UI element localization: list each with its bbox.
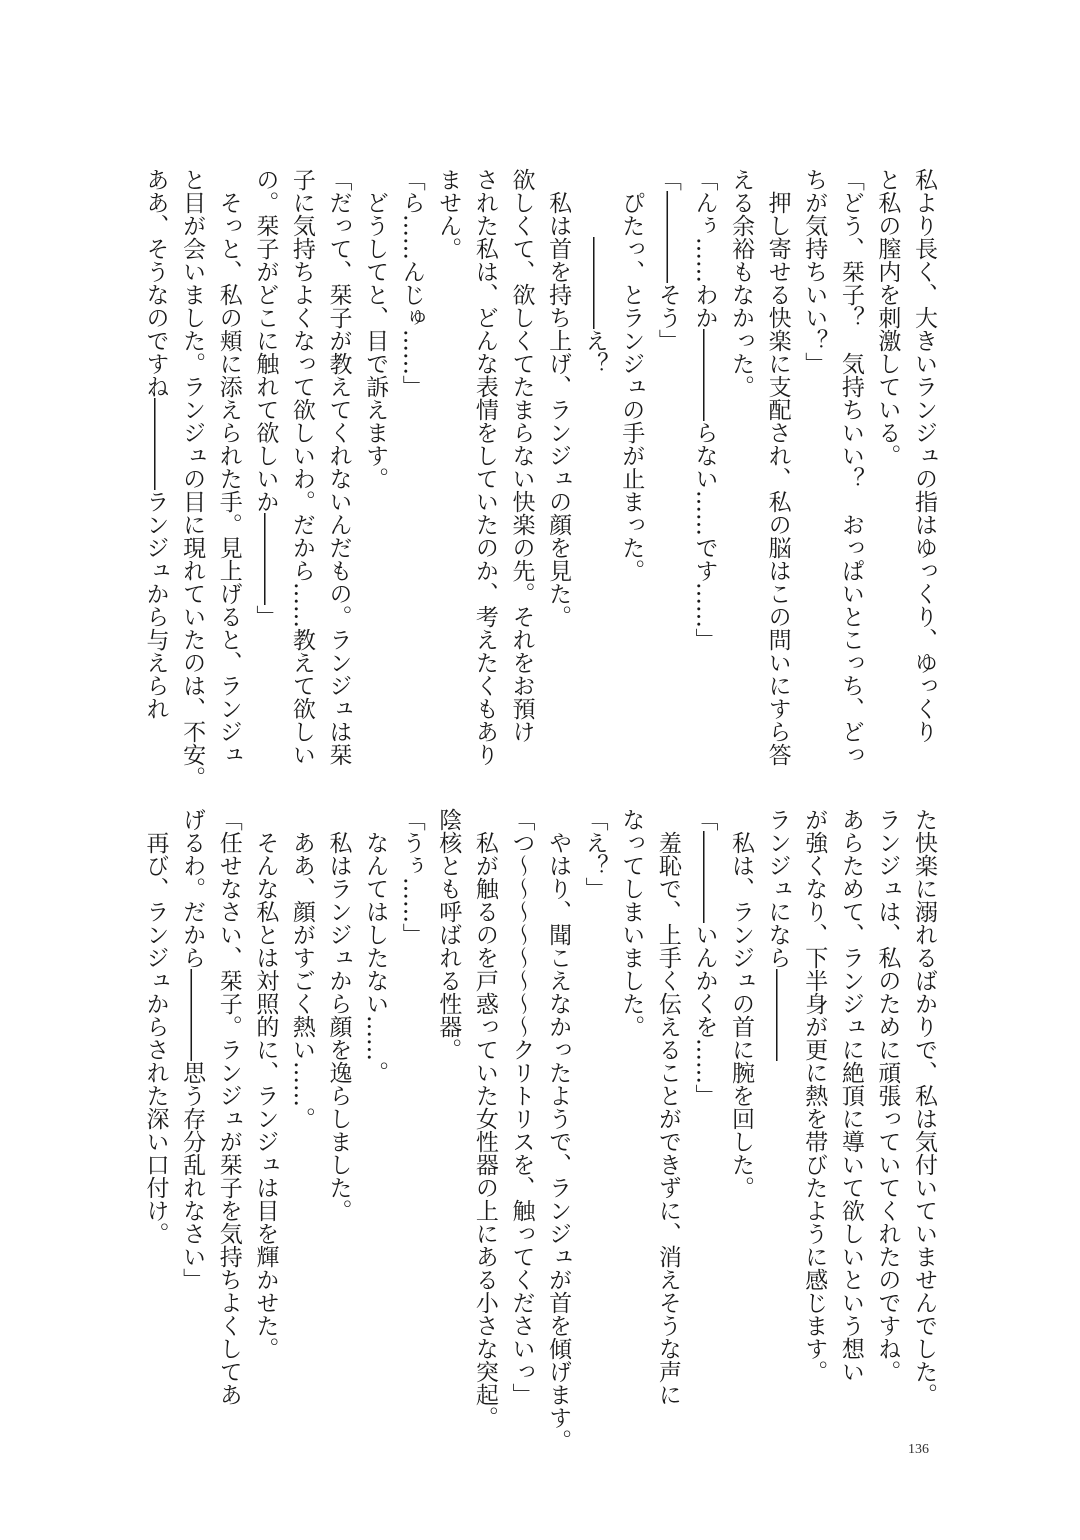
text-line: ランジュは、私のために頑張っていてくれたのですね。 (874, 808, 901, 1383)
text-line: ああ、そうなのですね――――ランジュから与えられ (142, 168, 169, 720)
text-line: げるわ。だから――――思う存分乱れなさい」 (179, 808, 206, 1291)
text-line: そんな私とは対照的に、ランジュは目を輝かせた。 (252, 808, 279, 1360)
text-line: 欲しくて、欲しくてたまらない快楽の先。それをお預け (508, 168, 535, 743)
text-line: そっと、私の頬に添えられた手。見上げると、ランジュ (215, 168, 242, 766)
text-line: と目が会いました。ランジュの目に現れていたのは、不安。 (179, 168, 206, 789)
text-line: た快楽に溺れるばかりで、私は気付いていませんでした。 (911, 808, 937, 1406)
text-line: 「任せなさい、栞子。ランジュが栞子を気持ちよくしてあ (215, 808, 242, 1406)
text-line: 私は、ランジュの首に腕を回した。 (728, 808, 755, 1199)
text-line: 再び、ランジュからされた深い口付け。 (142, 808, 169, 1245)
text-line: 「うぅ……」 (398, 808, 425, 946)
text-line: やはり、聞こえなかったようで、ランジュが首を傾げます。 (545, 808, 572, 1452)
text-line: の。栞子がどこに触れて欲しいか――――」 (252, 168, 279, 628)
text-line: どうしてと、目で訴えます。 (362, 168, 389, 490)
text-line: 羞恥で、上手く伝えることができずに、消えそうな声に (654, 808, 681, 1406)
text-line: 子に気持ちよくなって欲しいわ。だから……教えて欲しい (288, 168, 315, 766)
text-line: 「だって、栞子が教えてくれないんだもの。ランジュは栞 (325, 168, 352, 766)
text-line: が強くなり、下半身が更に熱を帯びたように感じます。 (801, 808, 828, 1383)
text-line: なってしまいました。 (618, 808, 645, 1038)
text-line: 「え？」 (581, 808, 608, 900)
text-line: された私は、どんな表情をしていたのか、考えたくもあり (471, 168, 498, 766)
text-line: える余裕もなかった。 (728, 168, 755, 398)
text-line: 「――――いんかくを……」 (691, 808, 718, 1107)
text-line: ああ、顔がすごく熱い……。 (288, 808, 315, 1130)
text-line: 「どう、栞子？ 気持ちいい？ おっぱいとこっち、どっ (837, 168, 864, 766)
text-line: 「んぅ……わか――――らない……です……」 (691, 168, 718, 651)
text-line: ランジュになら―――― (764, 808, 791, 1061)
text-line: 押し寄せる快楽に支配され、私の脳はこの問いにすら答 (764, 168, 791, 766)
text-line: 「ら……んじゅ……」 (398, 168, 425, 398)
text-line: ちが気持ちいい？」 (801, 168, 828, 375)
text-line: 私はランジュから顔を逸らしました。 (325, 808, 352, 1222)
text-line: 私が触るのを戸惑っていた女性器の上にある小さな突起。 (471, 808, 498, 1429)
text-line: ぴたっ、とランジュの手が止まった。 (618, 168, 645, 582)
text-line: 私より長く、大きいランジュの指はゆっくり、ゆっくり (911, 168, 937, 743)
text-line: 陰核とも呼ばれる性器。 (435, 808, 462, 1061)
text-block-top (136, 168, 942, 789)
page-number: 136 (908, 1442, 929, 1457)
text-line: 私は首を持ち上げ、ランジュの顔を見た。 (545, 168, 572, 628)
text-line: 「つ～～～～～～～～クリトリスを、触ってくださいっ」 (508, 808, 535, 1406)
text-line: と私の膣内を刺激している。 (874, 168, 901, 467)
text-line: なんてはしたない……。 (362, 808, 389, 1084)
text-line: ――――え？ (581, 168, 608, 375)
text-line: あらためて、ランジュに絶頂に導いて欲しいという想い (837, 808, 864, 1383)
text-line: 「――――そう」 (654, 168, 681, 352)
text-line: ません。 (435, 168, 462, 260)
